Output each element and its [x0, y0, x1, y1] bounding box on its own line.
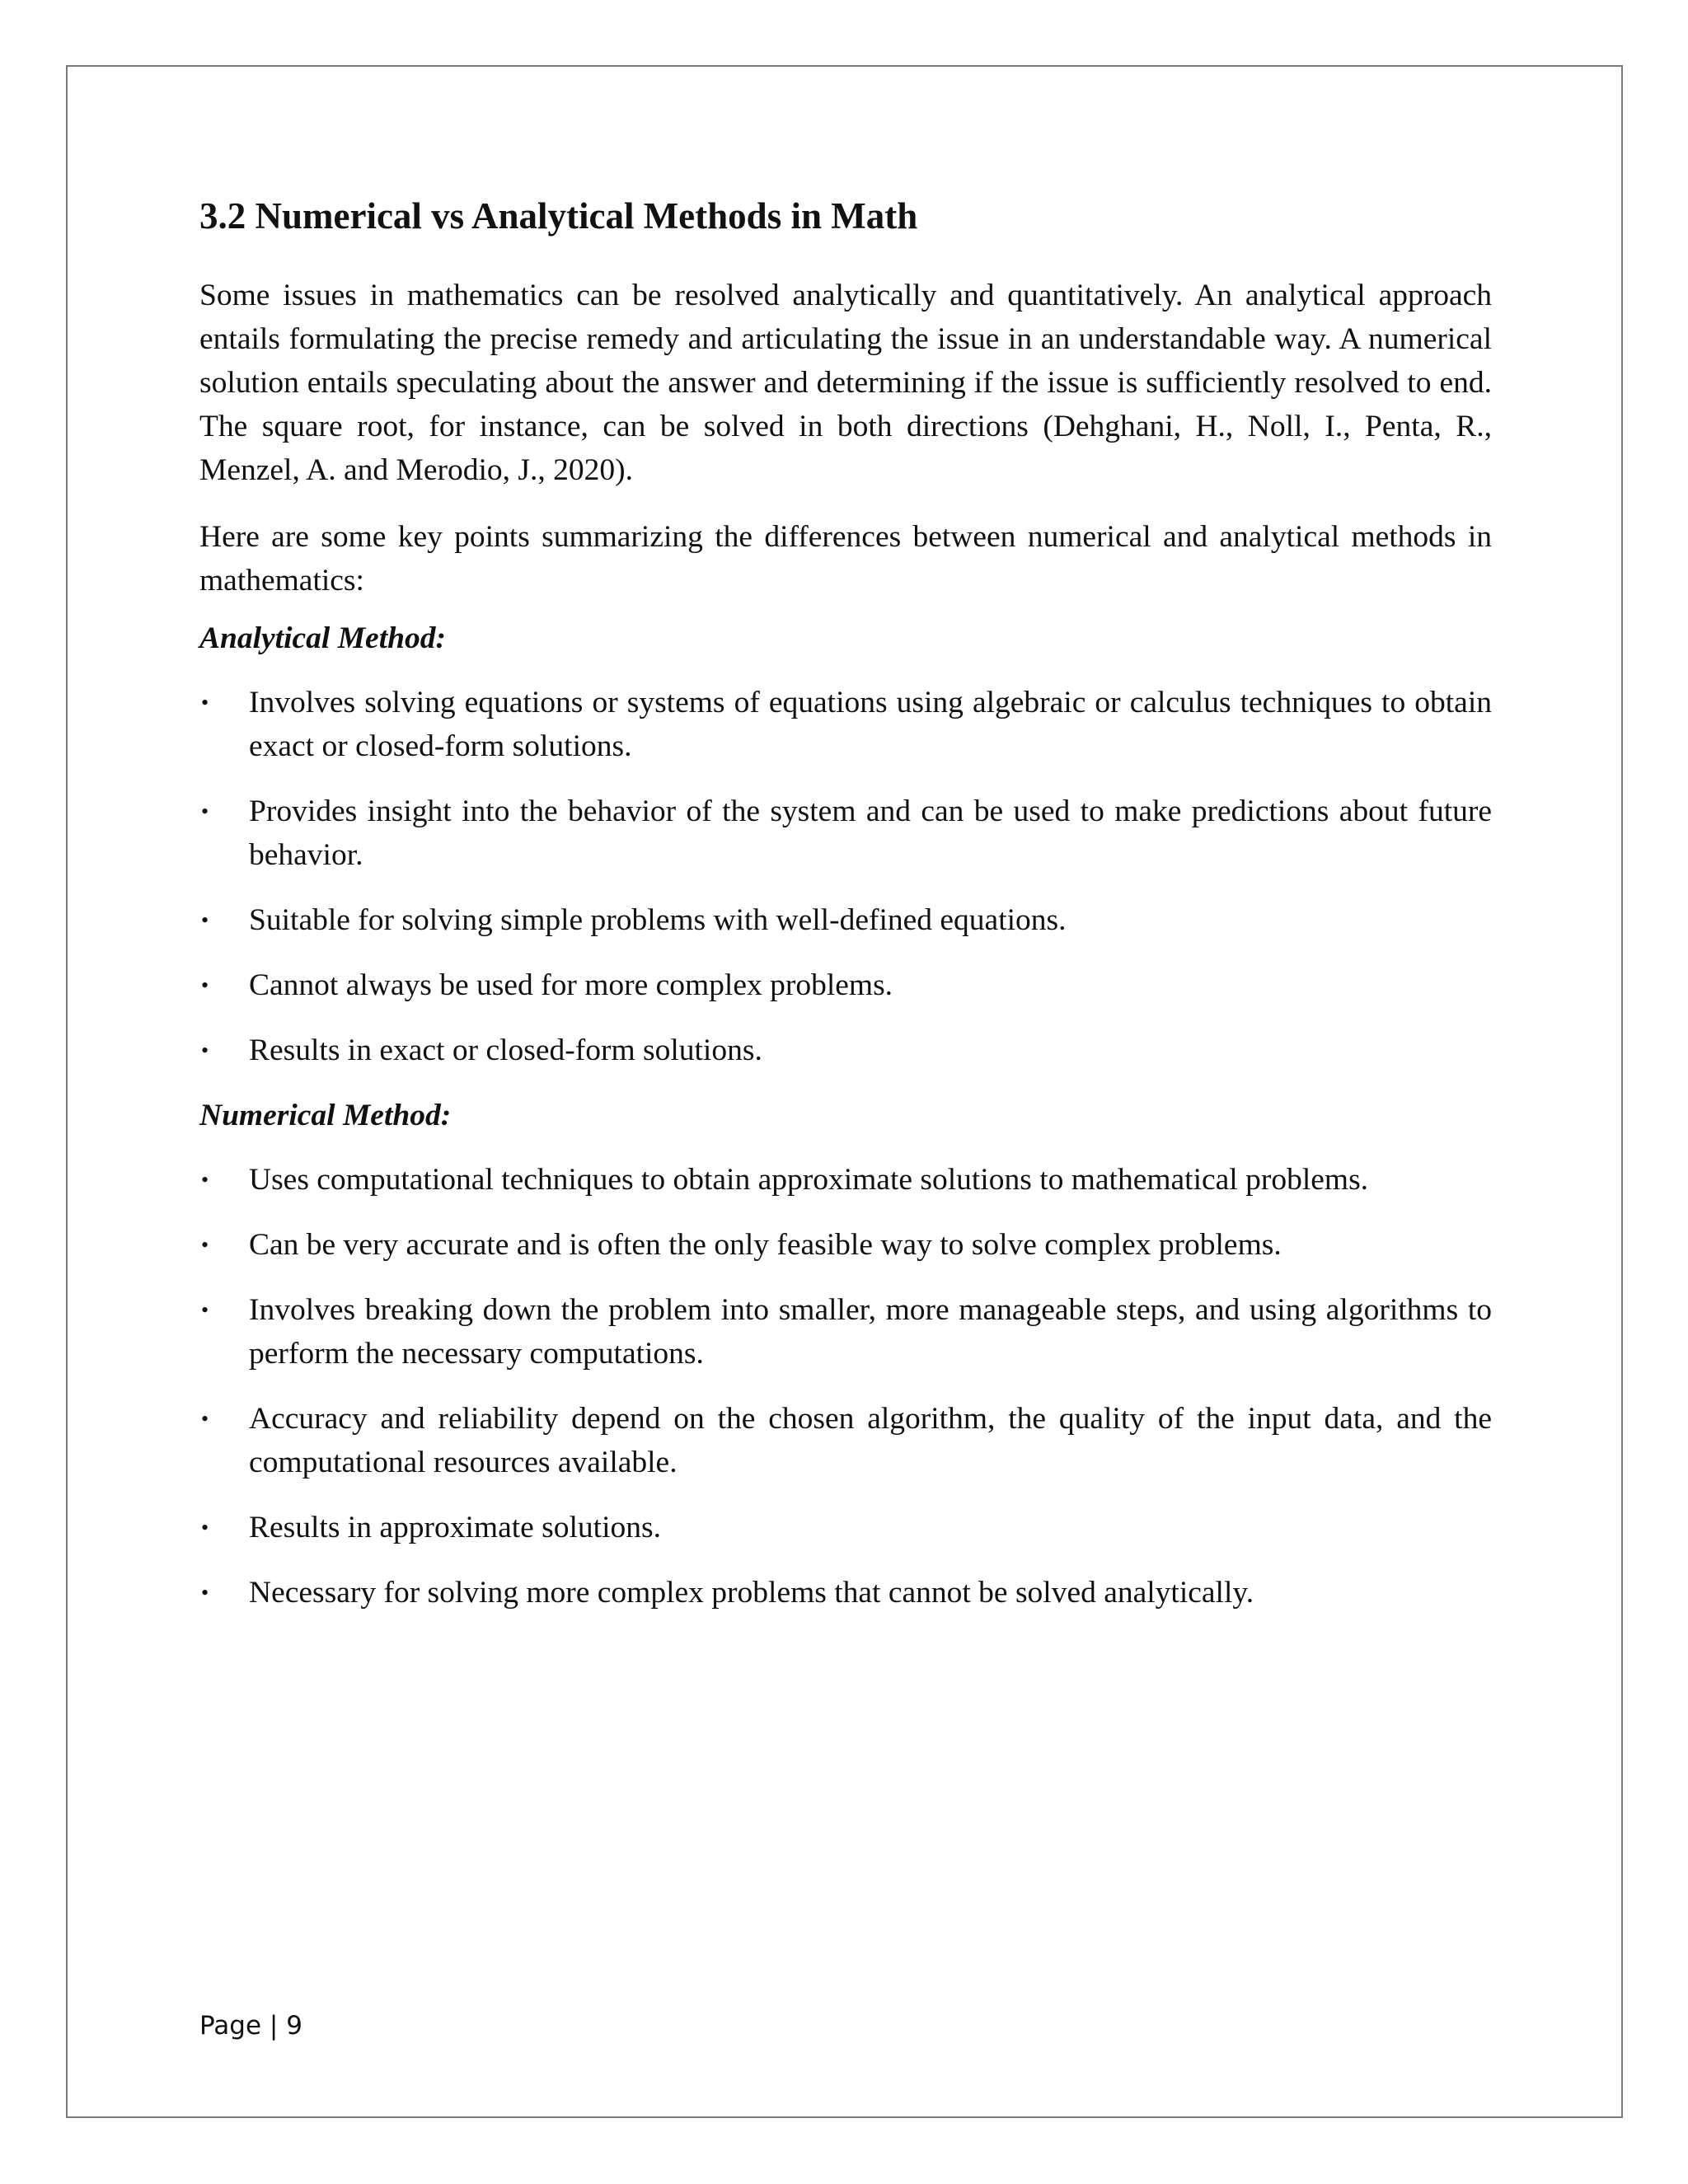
bullet-icon: • — [201, 1298, 209, 1322]
bullet-icon: • — [201, 691, 209, 715]
list-item — [199, 1223, 1492, 1267]
list-item — [199, 1397, 1492, 1484]
bullet-icon: • — [201, 1516, 209, 1540]
list-item — [199, 1288, 1492, 1376]
bullet-icon: • — [201, 1038, 209, 1062]
numerical-method-heading: Numerical Method: — [199, 1099, 452, 1132]
analytical-method-heading: Analytical Method: — [199, 621, 446, 655]
list-item-text: Cannot always be used for more complex problems. — [249, 968, 893, 1002]
page-number-footer: Page | 9 — [199, 2011, 302, 2041]
list-item — [199, 1506, 1492, 1549]
analytical-method-list — [199, 681, 1492, 1072]
intro-paragraph: Some issues in mathematics can be resolved analytically and quantitatively. An analytical approach entails formulating the precise remedy and articulating the issue in an understandable way. A numerical solution entails speculating about the answer and determining if the issue is sufficiently resolved to end. The square root, for instance, can be solved in both directions (Dehghani, H., Noll, I., Penta, R., Menzel, A. and Merodio, J., 2020). — [199, 279, 1492, 487]
bullet-icon: • — [201, 1233, 209, 1257]
list-item-text: Can be very accurate and is often the only feasible way to solve complex problems. — [249, 1228, 1282, 1262]
list-item — [199, 681, 1492, 768]
list-item — [199, 898, 1492, 942]
list-item-text: Necessary for solving more complex problems that cannot be solved analytically. — [249, 1576, 1254, 1610]
bullet-icon: • — [201, 908, 209, 932]
document-body — [199, 191, 1492, 1636]
bullet-icon: • — [201, 1581, 209, 1605]
bullet-icon: • — [201, 1168, 209, 1192]
numerical-method-list — [199, 1158, 1492, 1615]
list-item-text: Results in approximate solutions. — [249, 1511, 661, 1544]
list-item — [199, 790, 1492, 877]
list-item — [199, 1029, 1492, 1072]
list-item-text: Suitable for solving simple problems with well-defined equations. — [249, 903, 1067, 937]
list-item-text: Involves solving equations or systems of equations using algebraic or calculus techniques to obtain exact or closed-form solutions. — [249, 686, 1492, 763]
list-item-text: Provides insight into the behavior of the system and can be used to make predictions about future behavior. — [249, 794, 1492, 872]
bullet-icon: • — [201, 799, 209, 823]
list-item-text: Involves breaking down the problem into smaller, more manageable steps, and using algorithms to perform the necessary computations. — [249, 1293, 1492, 1371]
summary-paragraph: Here are some key points summarizing the differences between numerical and analytical methods in mathematics: — [199, 520, 1492, 598]
list-item — [199, 963, 1492, 1007]
bullet-icon: • — [201, 973, 209, 997]
list-item-text: Accuracy and reliability depend on the chosen algorithm, the quality of the input data, and the computational resources available. — [249, 1402, 1492, 1479]
list-item-text: Uses computational techniques to obtain approximate solutions to mathematical problems. — [249, 1163, 1369, 1197]
list-item — [199, 1158, 1492, 1202]
list-item — [199, 1571, 1492, 1615]
bullet-icon: • — [201, 1407, 209, 1431]
section-title: 3.2 Numerical vs Analytical Methods in Math — [199, 195, 918, 237]
list-item-text: Results in exact or closed-form solutions. — [249, 1033, 762, 1067]
